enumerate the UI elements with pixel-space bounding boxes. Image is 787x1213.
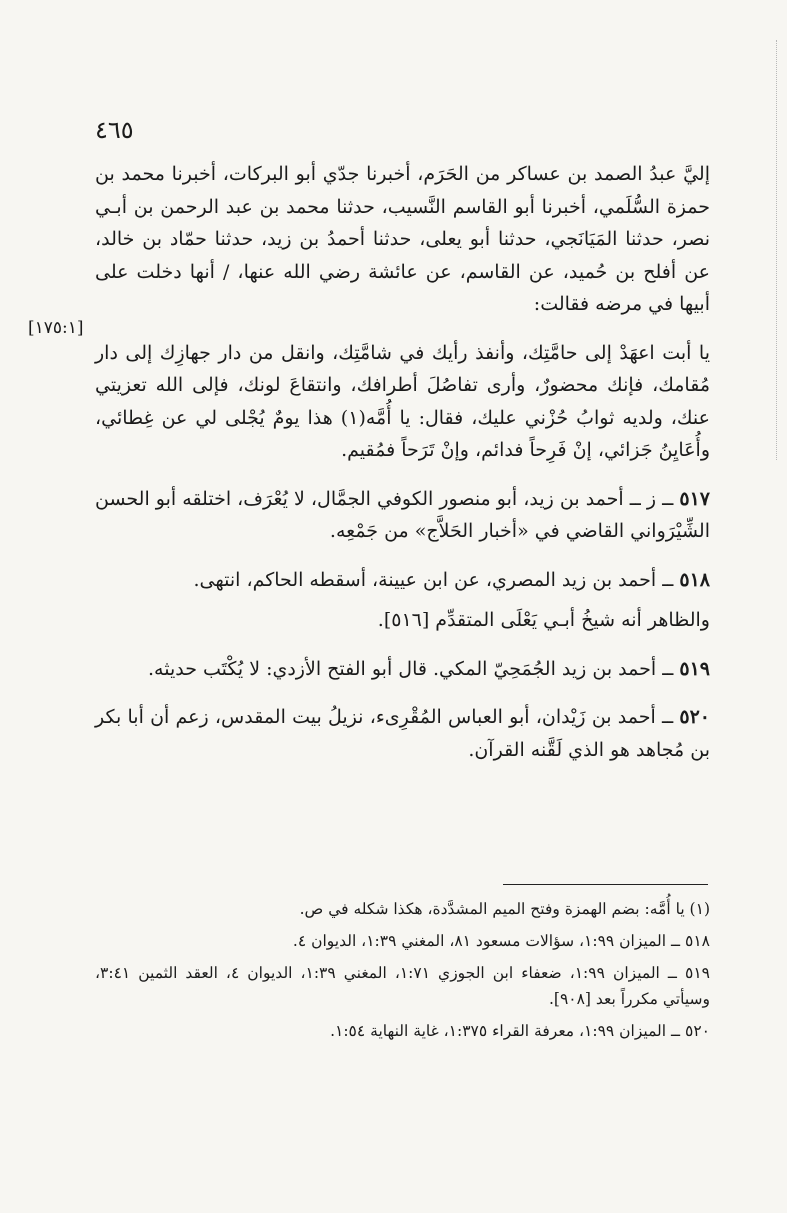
- footnote-519: ٥١٩ ــ الميزان ١:٩٩، ضعفاء ابن الجوزي ١:٧١، المغني ١:٣٩، الديوان ٤، العقد الثمين ٣:٤١، وسيأتي مكرراً بعد [٩٠٨].: [95, 964, 710, 1008]
- page-edge-line: [776, 40, 777, 460]
- footnote-divider: [503, 884, 708, 885]
- footnote-518: ٥١٨ ــ الميزان ١:٩٩، سؤالات مسعود ٨١، المغني ١:٣٩، الديوان ٤.: [292, 932, 710, 950]
- entry-number: ٥١٨: [679, 568, 710, 591]
- footnote-1: (١) يا أُمَّه: بضم الهمزة وفتح الميم المشدَّدة، هكذا شكله في ص.: [299, 900, 710, 918]
- isnad-paragraph: إليَّ عبدُ الصمد بن عساكر من الحَرَم، أخبرنا جدّي أبو البركات، أخبرنا محمد بن حمزة السُّلَمي، أخبرنا أبو القاسم النَّسيب، حدثنا محمد بن عبد الرحمن بن أبـي نصر، حدثنا المَيَانَجي، حدثنا أبو يعلى، حدثنا أحمدُ بن زيد، حدثنا حمّاد بن خالد، عن أفلح بن حُميد، عن القاسم، عن عائشة رضي الله عنها، / أنها دخلت على أبيها في مرضه فقالت:: [95, 163, 710, 315]
- entry-text: ــ أحمد بن زيد الجُمَحِيّ المكي. قال أبو الفتح الأزدي: لا يُكْتَب حديثه.: [147, 657, 680, 680]
- entry-number: ٥٢٠: [679, 706, 710, 728]
- entry-519: [95, 653, 710, 686]
- entry-518: [95, 564, 710, 597]
- entry-number: ٥١٩: [679, 657, 710, 680]
- entry-text: ــ ز ــ أحمد بن زيد، أبو منصور الكوفي الجمَّال، لا يُعْرَف، اختلقه أبو الحسن الشِّيْرَواني القاضي في «أخبار الحَلاَّج» من جَمْعِه.: [95, 487, 710, 542]
- footnote-520: ٥٢٠ ــ الميزان ١:٩٩، معرفة القراء ١:٣٧٥، غاية النهاية ١:٥٤.: [330, 1022, 710, 1040]
- entry-518-note: والظاهر أنه شيخُ أبـي يَعْلَى المتقدِّم [٥١٦].: [377, 609, 710, 631]
- entry-text: ــ أحمد بن زَيْدان، أبو العباس المُقْرِىء، نزيلُ بيت المقدس، زعم أن أبا بكر بن مُجاهد هو الذي لَقَّنه القرآن.: [95, 706, 710, 761]
- footnotes: [95, 896, 710, 1050]
- entry-number: ٥١٧: [679, 487, 710, 510]
- main-text: [95, 158, 710, 766]
- entry-text: ــ أحمد بن زيد المصري، عن ابن عيينة، أسقطه الحاكم، انتهى.: [193, 568, 680, 591]
- quoted-speech-paragraph: يا أبت اعهَدْ إلى حامَّتِك، وأنفذ رأيك في شامَّتِك، وانقل من دار جهازِك إلى دار مُقامك، فإنك محضورٌ، وأرى تفاصُلَ أطرافك، وانتقاعَ لونك، فإلى الله تعزيتي عنك، ولديه ثوابُ حُزْني عليك، فقال: يا أُمَّه(١) هذا يومٌ يُجْلى لي عن غِطائي، وأُعَايِنُ جَزائي، إنْ فَرِحاً فدائم، وإنْ تَرَحاً فمُقيم.: [95, 341, 710, 461]
- entry-520: [95, 701, 710, 766]
- page-number: ٤٦٥: [95, 116, 134, 144]
- margin-reference: [١٧٥:١]: [28, 318, 84, 338]
- entry-517: [95, 483, 710, 548]
